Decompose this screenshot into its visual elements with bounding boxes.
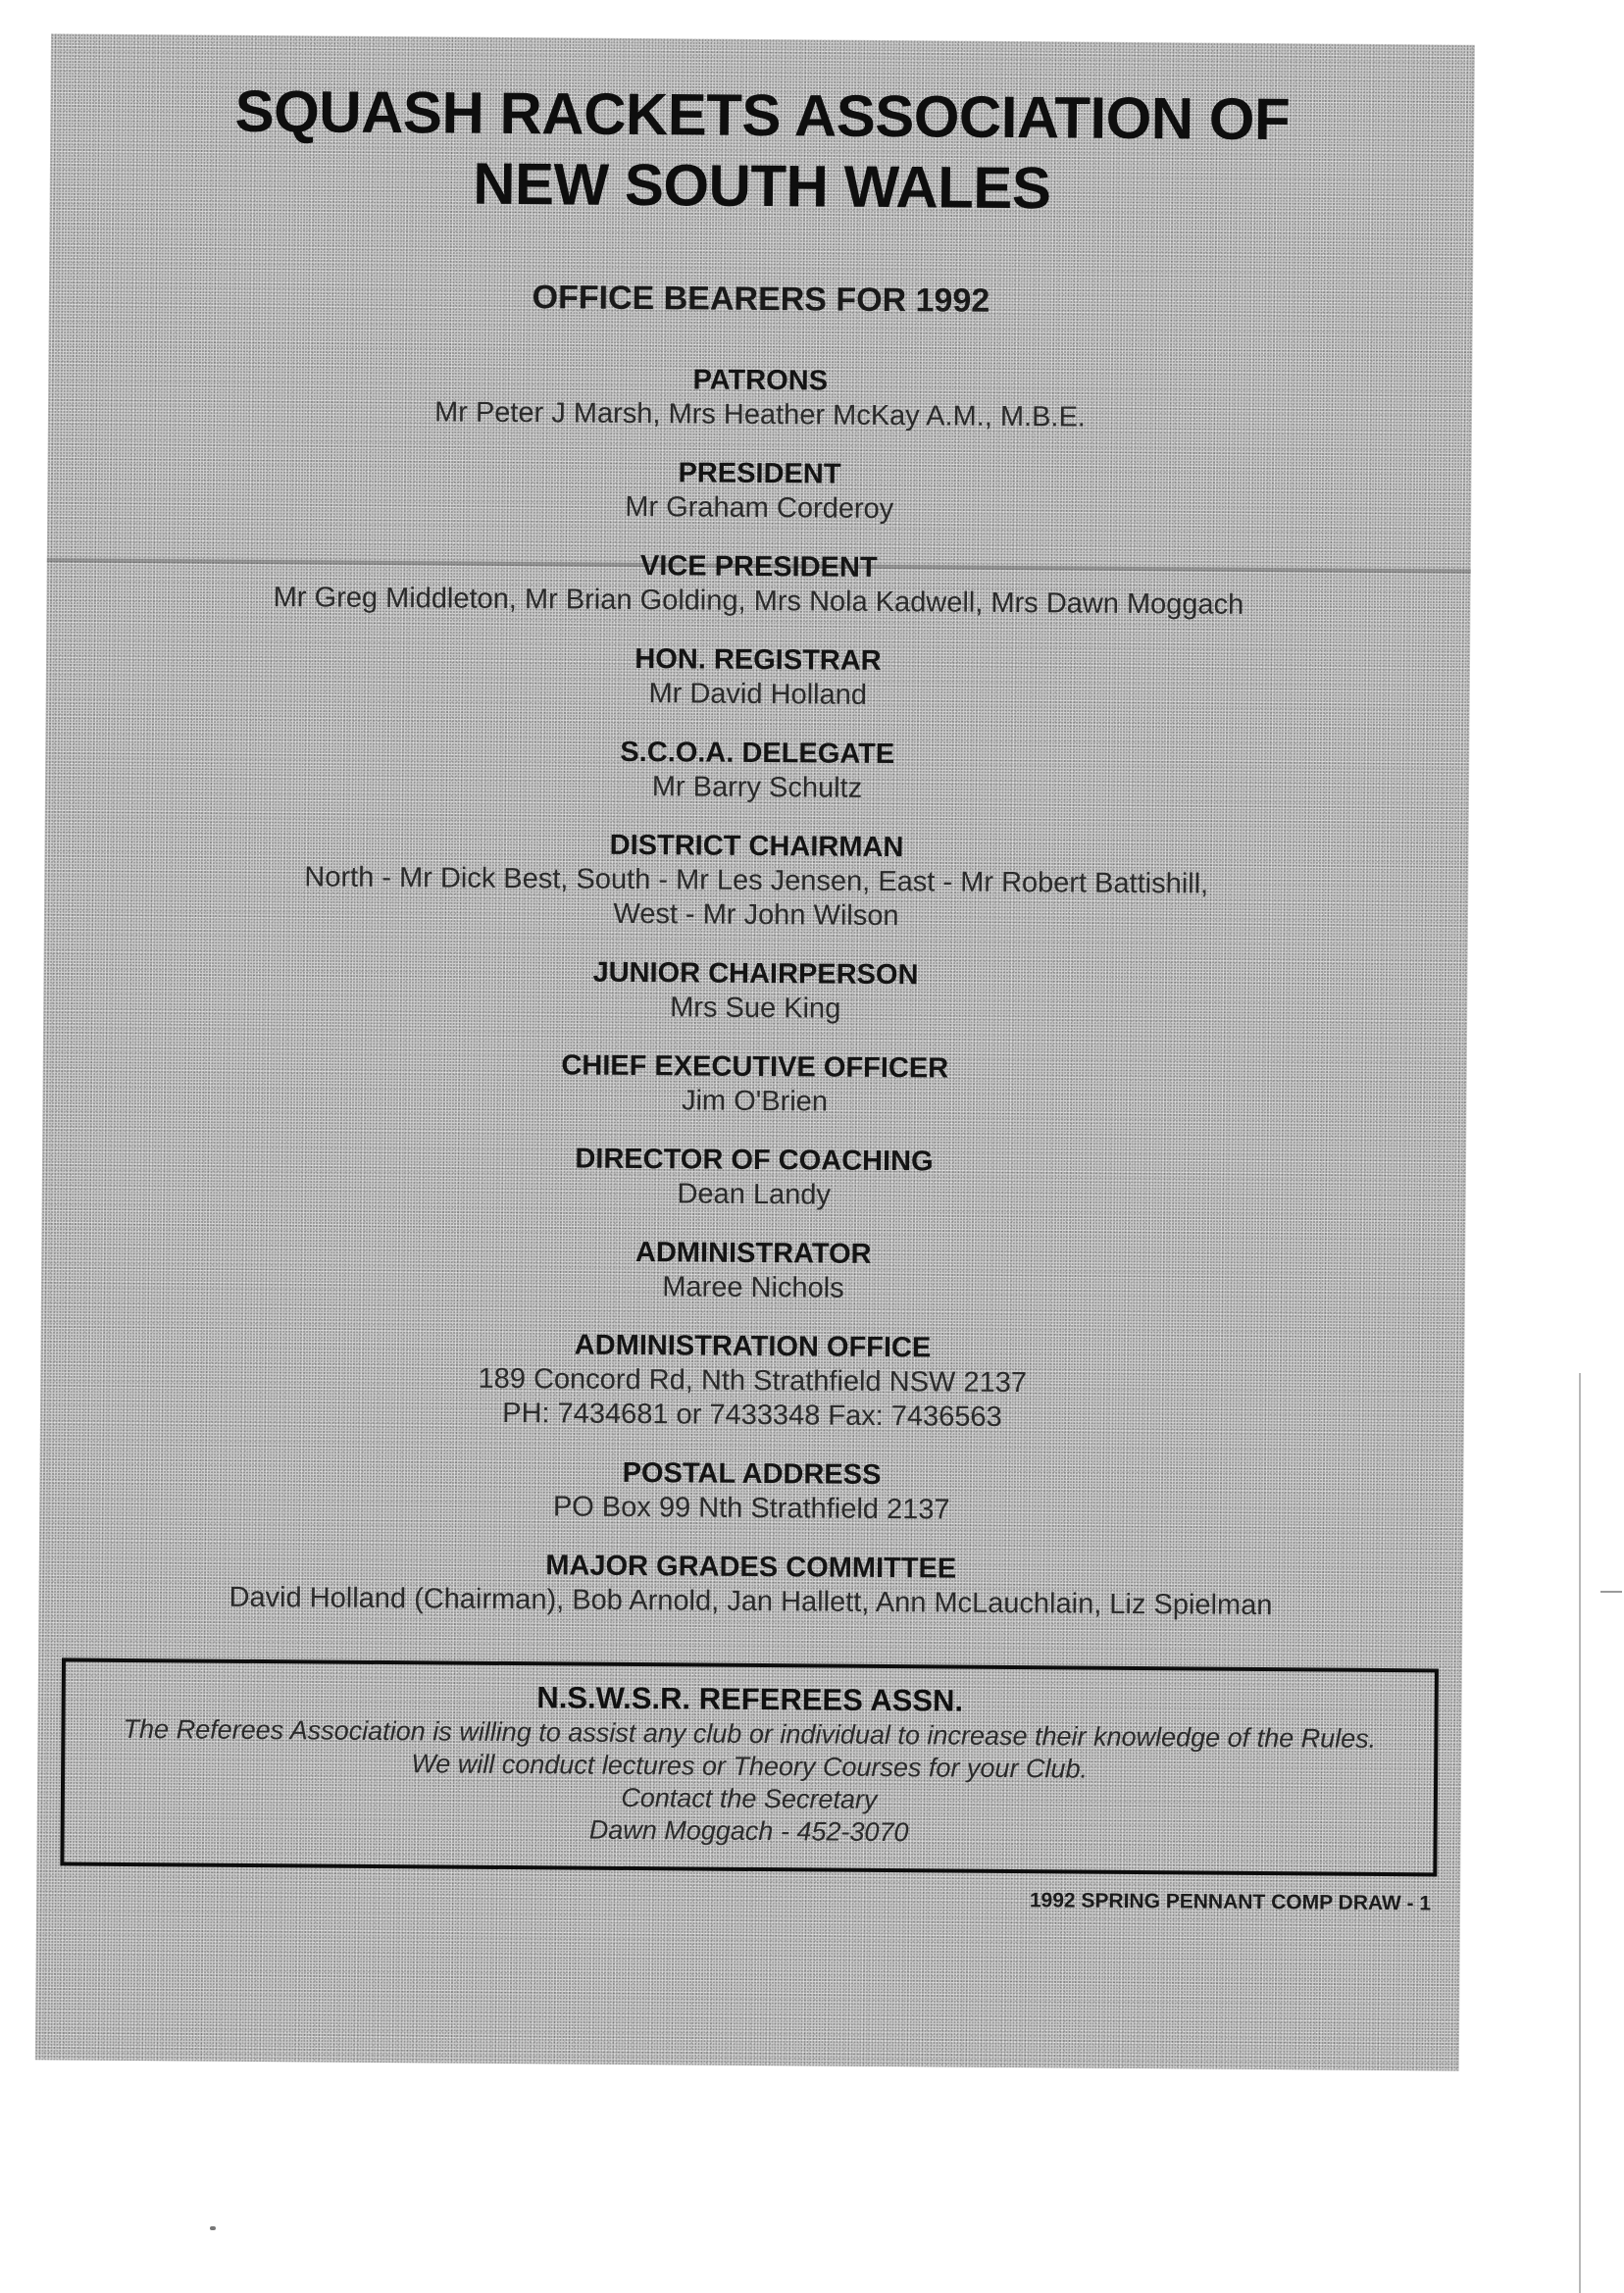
role-junior-chairperson bbox=[43, 950, 1468, 1031]
scanned-page bbox=[35, 33, 1475, 2070]
role-title: DIRECTOR OF COACHING bbox=[575, 1143, 934, 1178]
office-bearers-list bbox=[38, 357, 1472, 1648]
role-holder: Dean Landy bbox=[677, 1178, 832, 1211]
role-district-chairman bbox=[44, 823, 1469, 938]
role-title: CHIEF EXECUTIVE OFFICER bbox=[561, 1049, 949, 1085]
role-title: S.C.O.A. DELEGATE bbox=[620, 736, 895, 771]
scan-speck bbox=[210, 2226, 216, 2230]
referees-line: We will conduct lectures or Theory Courses for your Club. bbox=[411, 1749, 1089, 1784]
role-holder: Mr David Holland bbox=[648, 678, 868, 711]
page-footer: 1992 SPRING PENNANT COMP DRAW - 1 bbox=[1029, 1889, 1432, 1915]
role-title: PRESIDENT bbox=[678, 457, 841, 490]
role-president bbox=[47, 450, 1472, 531]
role-holder: Mr Barry Schultz bbox=[651, 771, 863, 804]
role-director-of-coaching bbox=[42, 1137, 1467, 1217]
referees-title: N.S.W.S.R. REFEREES ASSN. bbox=[536, 1680, 964, 1718]
role-hon-registrar bbox=[46, 637, 1471, 717]
role-title: DISTRICT CHAIRMAN bbox=[609, 829, 904, 864]
referees-line: Contact the Secretary bbox=[621, 1782, 878, 1814]
referees-notice-box bbox=[60, 1657, 1439, 1876]
role-administration-office bbox=[40, 1323, 1465, 1438]
role-administrator bbox=[41, 1230, 1466, 1310]
subtitle: OFFICE BEARERS FOR 1992 bbox=[532, 279, 990, 320]
page-title bbox=[50, 75, 1475, 227]
role-title: ADMINISTRATION OFFICE bbox=[574, 1329, 932, 1364]
title-line: SQUASH RACKETS ASSOCIATION OF bbox=[234, 77, 1291, 153]
role-holder: West - Mr John Wilson bbox=[613, 897, 899, 933]
role-vice-president bbox=[46, 543, 1471, 624]
role-holder: Mrs Sue King bbox=[670, 992, 841, 1025]
role-scoa-delegate bbox=[45, 730, 1470, 810]
referees-contact: Dawn Moggach - 452-3070 bbox=[588, 1814, 909, 1848]
role-title: POSTAL ADDRESS bbox=[622, 1456, 882, 1491]
role-title: ADMINISTRATOR bbox=[634, 1237, 872, 1270]
office-phone: PH: 7434681 or 7433348 Fax: 7436563 bbox=[502, 1397, 1002, 1433]
role-title: HON. REGISTRAR bbox=[634, 642, 882, 677]
office-address: 189 Concord Rd, Nth Strathfield NSW 2137 bbox=[478, 1362, 1028, 1400]
title-line: NEW SOUTH WALES bbox=[472, 150, 1051, 222]
role-title: PATRONS bbox=[692, 364, 829, 397]
role-chief-executive-officer bbox=[42, 1044, 1467, 1124]
role-holder: North - Mr Dick Best, South - Mr Les Jensen, East - Mr Robert Battishill, bbox=[304, 861, 1209, 900]
role-holder: Mr Peter J Marsh, Mrs Heather McKay A.M., M.B.E. bbox=[433, 396, 1087, 433]
page-edge-line bbox=[1579, 1373, 1581, 2293]
postal-address: PO Box 99 Nth Strathfield 2137 bbox=[552, 1491, 950, 1526]
role-patrons bbox=[48, 357, 1473, 437]
role-title: JUNIOR CHAIRPERSON bbox=[592, 956, 919, 992]
page-edge-tick bbox=[1600, 1591, 1622, 1593]
role-major-grades-committee bbox=[38, 1544, 1463, 1624]
role-holder: Mr Greg Middleton, Mr Brian Golding, Mrs Nola Kadwell, Mrs Dawn Moggach bbox=[273, 582, 1244, 621]
role-title: VICE PRESIDENT bbox=[639, 550, 878, 584]
role-holder: Jim O'Brien bbox=[681, 1085, 829, 1118]
role-holder: Maree Nichols bbox=[662, 1271, 844, 1304]
role-holder: David Holland (Chairman), Bob Arnold, Jan Hallett, Ann McLauchlain, Liz Spielman bbox=[228, 1581, 1273, 1622]
referees-line: The Referees Association is willing to assist any club or individual to increase their knowledge of the Rules. bbox=[123, 1713, 1377, 1754]
role-holder: Mr Graham Corderoy bbox=[625, 490, 894, 526]
role-title: MAJOR GRADES COMMITTEE bbox=[545, 1550, 957, 1585]
role-postal-address bbox=[39, 1451, 1464, 1531]
